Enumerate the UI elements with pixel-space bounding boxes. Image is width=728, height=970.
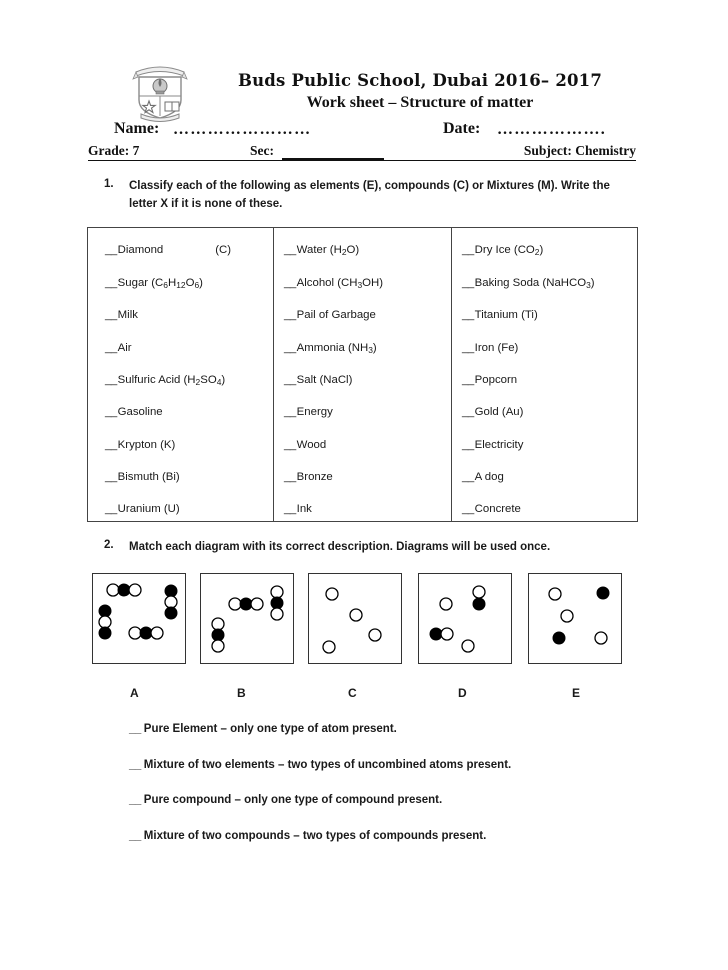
- table-row[interactable]: [452, 494, 637, 526]
- date-blank-field[interactable]: ……………….: [497, 121, 607, 138]
- answer-blank[interactable]: __: [284, 309, 296, 322]
- answer-blank[interactable]: __: [462, 503, 474, 516]
- answer-blank[interactable]: __: [284, 341, 296, 354]
- answer-blank[interactable]: __: [105, 244, 117, 257]
- substance-label: Titanium (Ti): [474, 309, 538, 322]
- diagram-box-e[interactable]: [528, 573, 622, 664]
- substance-label: A dog: [474, 471, 504, 484]
- substance-label: Milk: [117, 309, 138, 322]
- table-row[interactable]: [88, 462, 273, 494]
- table-row[interactable]: [88, 332, 273, 364]
- table-row[interactable]: [88, 397, 273, 429]
- substance-label: Pail of Garbage: [296, 309, 376, 322]
- substance-answer-hint: (C): [215, 244, 231, 257]
- answer-blank[interactable]: __: [462, 276, 474, 289]
- substance-label: Diamond: [117, 244, 164, 257]
- table-row[interactable]: [274, 235, 451, 267]
- answer-blank[interactable]: __: [105, 309, 117, 322]
- description-text: Pure Element – only one type of atom present.: [143, 723, 397, 735]
- question-1-text: Classify each of the following as elements (E), compounds (C) or Mixtures (M). Write the letter X if it is none of these.: [129, 180, 610, 210]
- answer-blank[interactable]: __: [284, 438, 296, 451]
- substance-label: Uranium (U): [117, 503, 180, 516]
- question-2-number: 2.: [104, 539, 114, 551]
- question-2-text: Match each diagram with its correct description. Diagrams will be used once.: [129, 541, 551, 553]
- title-block: [200, 72, 640, 112]
- substance-label: Bismuth (Bi): [117, 471, 180, 484]
- substance-label: Energy: [296, 406, 333, 419]
- description-text: Mixture of two compounds – two types of compounds present.: [143, 829, 487, 842]
- diagram-label-c: C: [348, 686, 357, 700]
- answer-blank[interactable]: __: [462, 406, 474, 419]
- table-column-2: [273, 228, 451, 521]
- substance-label: Water $(H_2O)$: [296, 244, 360, 258]
- diagram-box-c[interactable]: [308, 573, 402, 664]
- answer-blank[interactable]: __: [105, 438, 117, 451]
- answer-blank[interactable]: __: [284, 244, 296, 257]
- table-column-1: [88, 228, 273, 521]
- answer-blank[interactable]: __: [284, 503, 296, 516]
- answer-blank[interactable]: __: [462, 341, 474, 354]
- question-1-number: 1.: [104, 178, 114, 190]
- table-row[interactable]: [274, 494, 451, 526]
- answer-blank[interactable]: __: [129, 794, 141, 806]
- table-row[interactable]: [274, 429, 451, 461]
- substance-label: Air: [117, 341, 132, 354]
- substance-label: Krypton (K): [117, 438, 176, 451]
- diagram-label-b: B: [237, 686, 246, 700]
- header-divider-rule: [88, 160, 636, 161]
- table-row[interactable]: [274, 462, 451, 494]
- table-row[interactable]: [88, 235, 273, 267]
- answer-blank[interactable]: __: [105, 406, 117, 419]
- table-column-3: [451, 228, 637, 521]
- answer-blank[interactable]: __: [284, 406, 296, 419]
- name-date-row: [0, 120, 728, 144]
- sec-label: Sec:: [250, 143, 274, 158]
- answer-blank[interactable]: __: [462, 438, 474, 451]
- answer-blank[interactable]: __: [129, 723, 141, 735]
- answer-blank[interactable]: __: [462, 373, 474, 386]
- substance-label: Wood: [296, 438, 327, 451]
- substance-label: Sugar $(C_6H_{12}O_6)$: [117, 276, 203, 290]
- diagram-label-row: [0, 686, 728, 704]
- subject-label: Subject: Chemistry: [523, 143, 636, 158]
- school-crest-icon: [128, 60, 192, 122]
- diagram-row: [0, 573, 728, 668]
- answer-blank[interactable]: __: [129, 758, 141, 771]
- table-row[interactable]: [274, 267, 451, 299]
- answer-blank[interactable]: __: [105, 503, 117, 516]
- substance-label: Popcorn: [474, 373, 518, 386]
- substance-label: Sulfuric Acid $(H_2SO_4)$: [117, 373, 226, 387]
- description-text: Pure compound – only one type of compound present.: [143, 794, 443, 806]
- table-row[interactable]: [88, 300, 273, 332]
- diagram-label-e: E: [572, 686, 581, 700]
- answer-blank[interactable]: __: [105, 373, 117, 386]
- description-text: Mixture of two elements – two types of uncombined atoms present.: [143, 758, 512, 771]
- substance-label: Iron (Fe): [474, 341, 519, 354]
- answer-blank[interactable]: __: [462, 244, 474, 257]
- school-title: Buds Public School, Dubai 2016– 2017: [237, 71, 603, 90]
- substance-label: Electricity: [474, 438, 524, 451]
- table-row[interactable]: [452, 300, 637, 332]
- description-item[interactable]: [129, 723, 397, 735]
- table-row[interactable]: [452, 462, 637, 494]
- table-row[interactable]: [88, 267, 273, 299]
- table-row[interactable]: [88, 494, 273, 526]
- diagram-box-b[interactable]: [200, 573, 294, 664]
- table-row[interactable]: [452, 429, 637, 461]
- description-item[interactable]: [129, 759, 511, 771]
- worksheet-title: Work sheet – Structure of matter: [306, 93, 534, 111]
- table-row[interactable]: [274, 332, 451, 364]
- substance-label: Gold (Au): [474, 406, 524, 419]
- substance-label: Ink: [296, 503, 312, 516]
- answer-blank[interactable]: __: [284, 471, 296, 484]
- date-label: Date:: [443, 120, 481, 137]
- answer-blank[interactable]: __: [105, 341, 117, 354]
- answer-blank[interactable]: __: [284, 373, 296, 386]
- name-label: Name:: [114, 120, 160, 137]
- table-row[interactable]: [452, 397, 637, 429]
- table-row[interactable]: [88, 365, 273, 397]
- substance-label: Alcohol $(CH_3OH)$: [296, 276, 384, 290]
- table-row[interactable]: [88, 429, 273, 461]
- table-row[interactable]: [274, 365, 451, 397]
- grade-label: Grade: 7: [88, 143, 140, 158]
- classification-table: [87, 227, 638, 522]
- diagram-box-d[interactable]: [418, 573, 512, 664]
- table-row[interactable]: [274, 397, 451, 429]
- table-row[interactable]: [452, 332, 637, 364]
- answer-blank[interactable]: __: [129, 829, 141, 842]
- grade-sec-subject-row: [0, 143, 728, 165]
- table-row[interactable]: [452, 365, 637, 397]
- diagram-box-a[interactable]: [92, 573, 186, 664]
- answer-blank[interactable]: __: [105, 276, 117, 289]
- table-row[interactable]: [452, 235, 637, 267]
- table-row[interactable]: [452, 267, 637, 299]
- description-item[interactable]: [129, 830, 486, 842]
- answer-blank[interactable]: __: [462, 471, 474, 484]
- answer-blank[interactable]: __: [462, 309, 474, 322]
- diagram-label-d: D: [458, 686, 467, 700]
- substance-label: Ammonia $(NH_3)$: [296, 341, 377, 355]
- name-blank-field[interactable]: ……………………: [173, 121, 312, 138]
- substance-label: Gasoline: [117, 406, 163, 419]
- description-item[interactable]: [129, 794, 442, 806]
- substance-label: Dry Ice $(CO_2)$: [474, 244, 544, 258]
- answer-blank[interactable]: __: [105, 471, 117, 484]
- substance-label: Salt (NaCl): [296, 373, 353, 386]
- answer-blank[interactable]: __: [284, 276, 296, 289]
- diagram-label-a: A: [130, 686, 139, 700]
- substance-label: Bronze: [296, 471, 333, 484]
- substance-label: Baking Soda (NaHCO$_3$): [474, 276, 595, 290]
- table-row[interactable]: [274, 300, 451, 332]
- substance-label: Concrete: [474, 503, 521, 516]
